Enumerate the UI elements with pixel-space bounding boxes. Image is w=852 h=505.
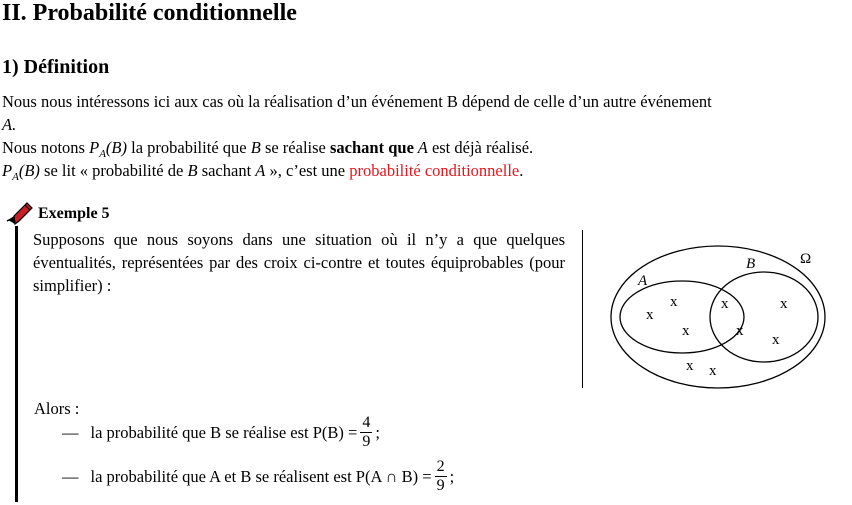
omega-label: Ω [800, 251, 812, 267]
alors-label: Alors : [34, 399, 80, 418]
math-sub: A [12, 171, 19, 183]
definition-line-1: Nous nous intéressons ici aux cas où la réalisation d’un événement B dépend de celle d’un autre événement [2, 92, 712, 111]
element-mark: x [686, 358, 694, 374]
text: la probabilité que [127, 138, 251, 157]
example-title: Exemple 5 [38, 205, 110, 222]
item-end: ; [449, 466, 455, 486]
omega-ellipse [611, 246, 825, 388]
set-b-label: B [746, 256, 756, 272]
fraction [435, 458, 447, 495]
element-mark: x [736, 323, 744, 339]
fraction [360, 414, 372, 451]
element-mark: x [670, 294, 678, 310]
definition-line-4 [2, 161, 523, 181]
math-p: P [89, 138, 100, 157]
text: est déjà réalisé. [427, 138, 534, 157]
example-text: Supposons que nous soyons dans une situation où il n’y a que quelques éventualités, représentées par des croix ci-contre et toutes équiprobables (pour simplifier) : [33, 230, 565, 295]
fraction-denominator: 9 [362, 433, 371, 450]
list-item [62, 458, 454, 495]
text: se réalise [260, 138, 330, 157]
text: sachant [197, 161, 256, 180]
item-text: la probabilité que A et B se réalisent est P(A ∩ B) = [90, 466, 432, 486]
highlight-term: probabilité conditionnelle [349, 161, 520, 180]
definition-line-2: A. [2, 115, 17, 134]
list-dash: — [62, 466, 79, 486]
fraction-numerator: 2 [436, 458, 445, 475]
element-mark: x [721, 296, 729, 312]
math-b: (B) [105, 138, 127, 157]
fraction-numerator: 4 [362, 414, 371, 431]
element-mark: x [772, 332, 780, 348]
column-divider [582, 230, 583, 388]
math-p: P [2, 161, 13, 180]
list-item [62, 414, 380, 451]
math-b: B [187, 161, 198, 180]
element-mark: x [682, 323, 690, 339]
math-b: B [250, 138, 261, 157]
fraction-denominator: 9 [436, 477, 445, 494]
subsection-title: 1) Définition [2, 56, 110, 78]
pencil-icon [5, 200, 33, 226]
bold-text: sachant que [330, 138, 414, 157]
element-mark: x [780, 296, 788, 312]
text: Nous notons [2, 138, 90, 157]
item-end: ; [375, 422, 380, 442]
example-bar [15, 226, 18, 502]
text: se lit « probabilité de [39, 161, 188, 180]
set-a-label: A [638, 273, 648, 289]
set-a-ellipse [620, 281, 744, 353]
set-b-ellipse [710, 272, 818, 362]
item-text: la probabilité que B se réalise est P(B) = [90, 422, 358, 442]
math-a: A [255, 161, 266, 180]
section-title: II. Probabilité conditionnelle [2, 0, 297, 26]
text: », c’est une [265, 161, 350, 180]
math-sub: A [99, 148, 106, 160]
element-mark: x [646, 307, 654, 323]
list-dash: — [62, 422, 79, 442]
element-mark: x [709, 363, 717, 379]
text: . [519, 161, 524, 180]
venn-diagram [600, 240, 840, 395]
math-b: (B) [18, 161, 40, 180]
math-a: A [413, 138, 428, 157]
definition-line-3 [2, 138, 533, 158]
